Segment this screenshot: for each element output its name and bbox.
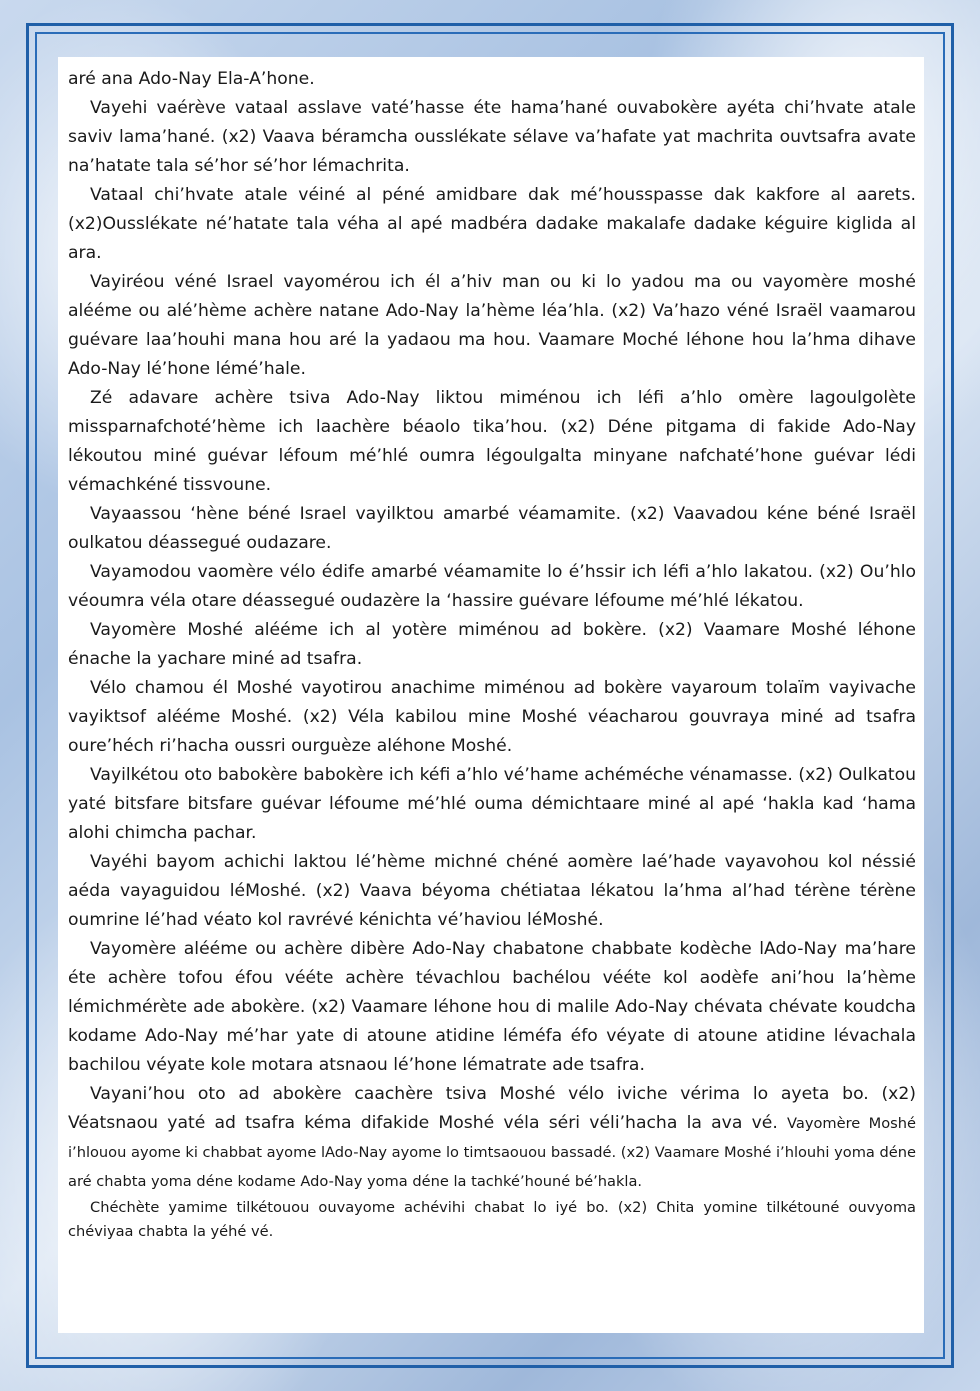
- paragraph: Vayamodou vaomère vélo édife amarbé véamamite lo é’hssir ich léfi a’hlo lakatou. (x2) Ou’hlo véoumra véla otare déassegué oudazère la ‘hassire guévare léfoume mé’hlé lékatou.: [68, 562, 916, 611]
- paragraph: Vayomère alééme ou achère dibère Ado-Nay chabatone chabbate kodèche lAdo-Nay ma’hare éte achère tofou éfou vééte achère tévachlou bachélou vééte kol aodèfe ani’hou la’hème lémichmérète ade abokère. (x2) Vaamare léhone hou di malile Ado-Nay chévata chévate koudcha kodame Ado-Nay mé’har yate di atoune atidine léméfa éfo véyate di atoune atidine lévachala bachilou véyate kole motara atsnaou lé’hone lématrate ade tsafra.: [68, 939, 916, 1075]
- paragraph-text-small: Vayomère Moshé i’hlouou ayome ki chabbat ayome lAdo-Nay ayome lo timtsaouou bassadé. (x2) Vaamare Moshé i’hlouhi yoma déne aré chabta yoma déne kodame Ado-Nay yoma déne la tachké’houné bé’hakla.: [68, 1115, 916, 1190]
- paragraph: Vayehi vaérève vataal asslave vaté’hasse éte hama’hané ouvabokère ayéta chi’hvate atale saviv lama’hané. (x2) Vaava béramcha ousslékate sélave va’hafate yat machrita ouvtsafra avate na’hatate tala sé’hor sé’hor lémachrita.: [68, 98, 916, 176]
- paragraph: Vayomère Moshé alééme ich al yotère miménou ad bokère. (x2) Vaamare Moshé léhone énache la yachare miné ad tsafra.: [68, 620, 916, 669]
- song-text: [68, 65, 916, 1244]
- text-page: [58, 57, 924, 1333]
- paragraph: Vayilkétou oto babokère babokère ich kéfi a’hlo vé’hame achéméche vénamasse. (x2) Oulkatou yaté bitsfare bitsfare guévar léfoume mé’hlé ouma démichtaare miné al apé ‘hakla kad ‘hama alohi chimcha pachar.: [68, 765, 916, 843]
- paragraph: Vataal chi’hvate atale véiné al péné amidbare dak mé’housspasse dak kakfore al aarets. (x2)Ousslékate né’hatate tala véha al apé madbéra dadake makalafe dadake kéguire kiglida al ara.: [68, 185, 916, 263]
- paragraph: [68, 1080, 916, 1196]
- paragraph: Vayéhi bayom achichi laktou lé’hème michné chéné aomère laé’hade vayavohou kol néssié aéda vayaguidou léMoshé. (x2) Vaava béyoma chétiataa lékatou la’hma al’had térène térène oumrine lé’had véato kol ravrévé kénichta vé’haviou léMoshé.: [68, 852, 916, 930]
- paragraph: Chéchète yamime tilkétouou ouvayome achévihi chabat lo iyé bo. (x2) Chita yomine tilkétouné ouvyoma chéviyaa chabta la yéhé vé.: [68, 1199, 916, 1240]
- paragraph-text: Vayani’hou oto ad abokère caachère tsiva Moshé vélo iviche vérima lo ayeta bo. (x2) Véatsnaou yaté ad tsafra kéma difakide Moshé véla séri véli’hacha la ava vé.: [68, 1084, 916, 1133]
- paragraph: Vayiréou véné Israel vayomérou ich él a’hiv man ou ki lo yadou ma ou vayomère moshé alééme ou alé’hème achère natane Ado-Nay la’hème léa’hla. (x2) Va’hazo véné Israël vaamarou guévare laa’houhi mana hou aré la yadaou ma hou. Vaamare Moché léhone hou la’hma dihave Ado-Nay lé’hone lémé’hale.: [68, 272, 916, 379]
- paragraph: aré ana Ado-Nay Ela-A’hone.: [68, 69, 315, 89]
- paragraph: Vélo chamou él Moshé vayotirou anachime miménou ad bokère vayaroum tolaïm vayivache vayiktsof alééme Moshé. (x2) Véla kabilou mine Moshé véacharou gouvraya miné ad tsafra oure’héch ri’hacha oussri ourguèze aléhone Moshé.: [68, 678, 916, 756]
- paragraph: Zé adavare achère tsiva Ado-Nay liktou miménou ich léfi a’hlo omère lagoulgolète missparnafchoté’hème ich laachère béaolo tika’hou. (x2) Déne pitgama di fakide Ado-Nay lékoutou miné guévar léfoum mé’hlé oumra légoulgalta minyane nafchaté’hone guévar lédi vémachkéné tissvoune.: [68, 388, 916, 495]
- paragraph: Vayaassou ‘hène béné Israel vayilktou amarbé véamamite. (x2) Vaavadou kéne béné Israël oulkatou déassegué oudazare.: [68, 504, 916, 553]
